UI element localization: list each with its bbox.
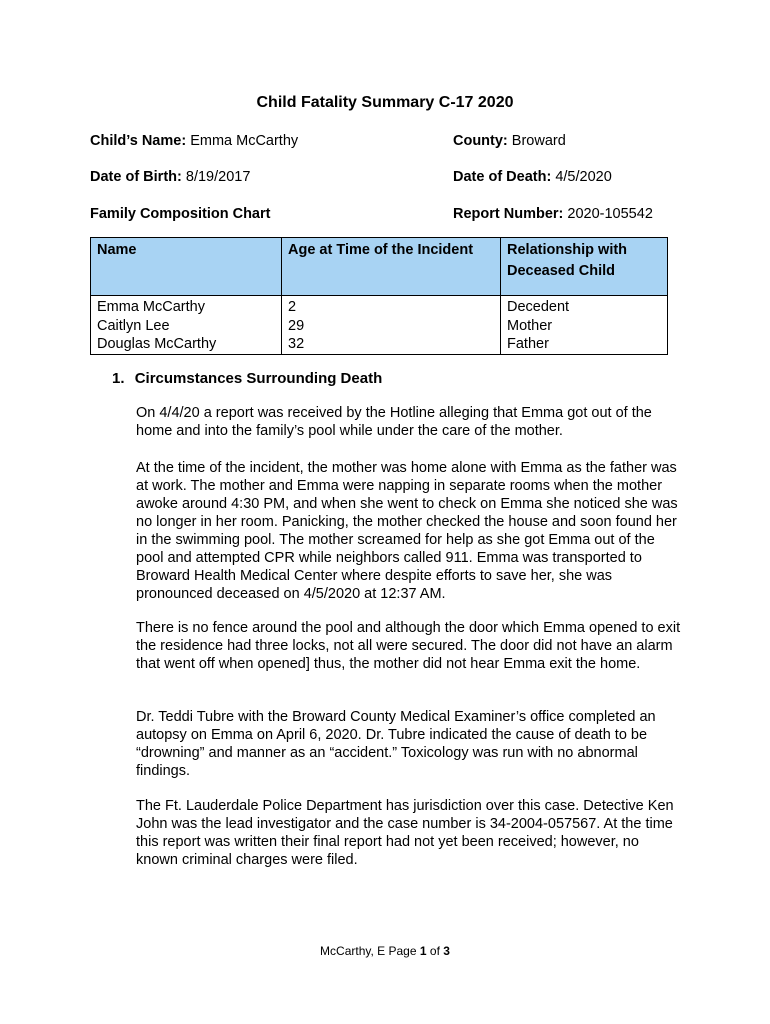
- row-relationship: Decedent: [507, 299, 570, 315]
- family-chart-heading: [90, 206, 270, 222]
- report-number-value: 2020-105542: [567, 206, 653, 222]
- page-footer: [0, 944, 770, 958]
- paragraph: The Ft. Lauderdale Police Department has jurisdiction over this case. Detective Ken John was the lead investigator and the case number is 34-2004-057567. At the time this report was written their final report had not yet been received; however, no known criminal charges were filed.: [136, 798, 674, 868]
- report-number-label: Report Number:: [453, 206, 564, 222]
- report-number-field: [453, 206, 653, 222]
- names-cell: [91, 296, 282, 355]
- table-row: [91, 296, 668, 355]
- row-age: 32: [288, 336, 305, 352]
- document-title: Child Fatality Summary C-17 2020: [256, 94, 514, 111]
- paragraph: At the time of the incident, the mother was home alone with Emma as the father was at work. The mother and Emma were napping in separate rooms when the mother awoke around 4:30 PM, and when she went to check on Emma she noticed she was no longer in her room. Panicking, the mother checked the house and soon found her in the swimming pool. The mother screamed for help as she got Emma out of the pool and attempted CPR while neighbors called 911. Emma was transported to Broward Health Medical Center where despite efforts to save her, she was pronounced deceased on 4/5/2020 at 12:37 AM.: [136, 460, 678, 602]
- county-field: [453, 133, 566, 149]
- header-age: Age at Time of the Incident: [282, 238, 501, 296]
- county-label: County:: [453, 133, 508, 149]
- family-chart-label: Family Composition Chart: [90, 206, 271, 222]
- relationships-cell: [501, 296, 668, 355]
- county-value: Broward: [511, 133, 566, 149]
- ages-cell: [282, 296, 501, 355]
- footer-total: 3: [443, 944, 450, 958]
- footer-prefix: McCarthy, E Page: [320, 944, 420, 958]
- paragraph: On 4/4/20 a report was received by the Hotline alleging that Emma got out of the home and into the family’s pool while under the care of the mother.: [136, 405, 652, 439]
- header-relationship-label: Relationship with Deceased Child: [507, 242, 628, 279]
- paragraph: There is no fence around the pool and although the door which Emma opened to exit the residence had three locks, not all were secured. The door did not have an alarm that went off when opened] thus, the mother did not hear Emma exit the home.: [136, 620, 681, 672]
- dob-value: 8/19/2017: [185, 169, 251, 185]
- section-heading: [112, 370, 382, 387]
- child-name-field: [90, 133, 298, 149]
- section-number: 1.: [112, 370, 125, 387]
- row-age: 29: [288, 317, 305, 334]
- row-relationship: Mother: [507, 317, 553, 334]
- footer-of: of: [426, 944, 444, 958]
- child-name-label: Child’s Name:: [90, 133, 187, 149]
- row-name: Douglas McCarthy: [97, 336, 217, 352]
- dob-label: Date of Birth:: [90, 169, 182, 185]
- row-relationship: Father: [507, 336, 549, 352]
- footer-page: 1: [419, 944, 427, 958]
- dob-field: [90, 169, 250, 185]
- dod-field: [453, 169, 612, 185]
- header-name: Name: [91, 238, 282, 296]
- table-header-row: [91, 238, 668, 296]
- family-composition-table: [90, 237, 668, 355]
- row-name: Caitlyn Lee: [97, 317, 170, 334]
- paragraph: Dr. Teddi Tubre with the Broward County Medical Examiner’s office completed an autopsy on Emma on April 6, 2020. Dr. Tubre indicated the cause of death to be “drowning” and manner as an “accident.” Toxicology was run with no abnormal findings.: [136, 709, 656, 779]
- child-name-value: Emma McCarthy: [190, 133, 299, 149]
- header-relationship: [501, 238, 668, 296]
- section-title: Circumstances Surrounding Death: [134, 370, 383, 387]
- dod-value: 4/5/2020: [555, 169, 612, 185]
- row-name: Emma McCarthy: [97, 299, 205, 315]
- row-age: 2: [288, 299, 297, 315]
- dod-label: Date of Death:: [453, 169, 552, 185]
